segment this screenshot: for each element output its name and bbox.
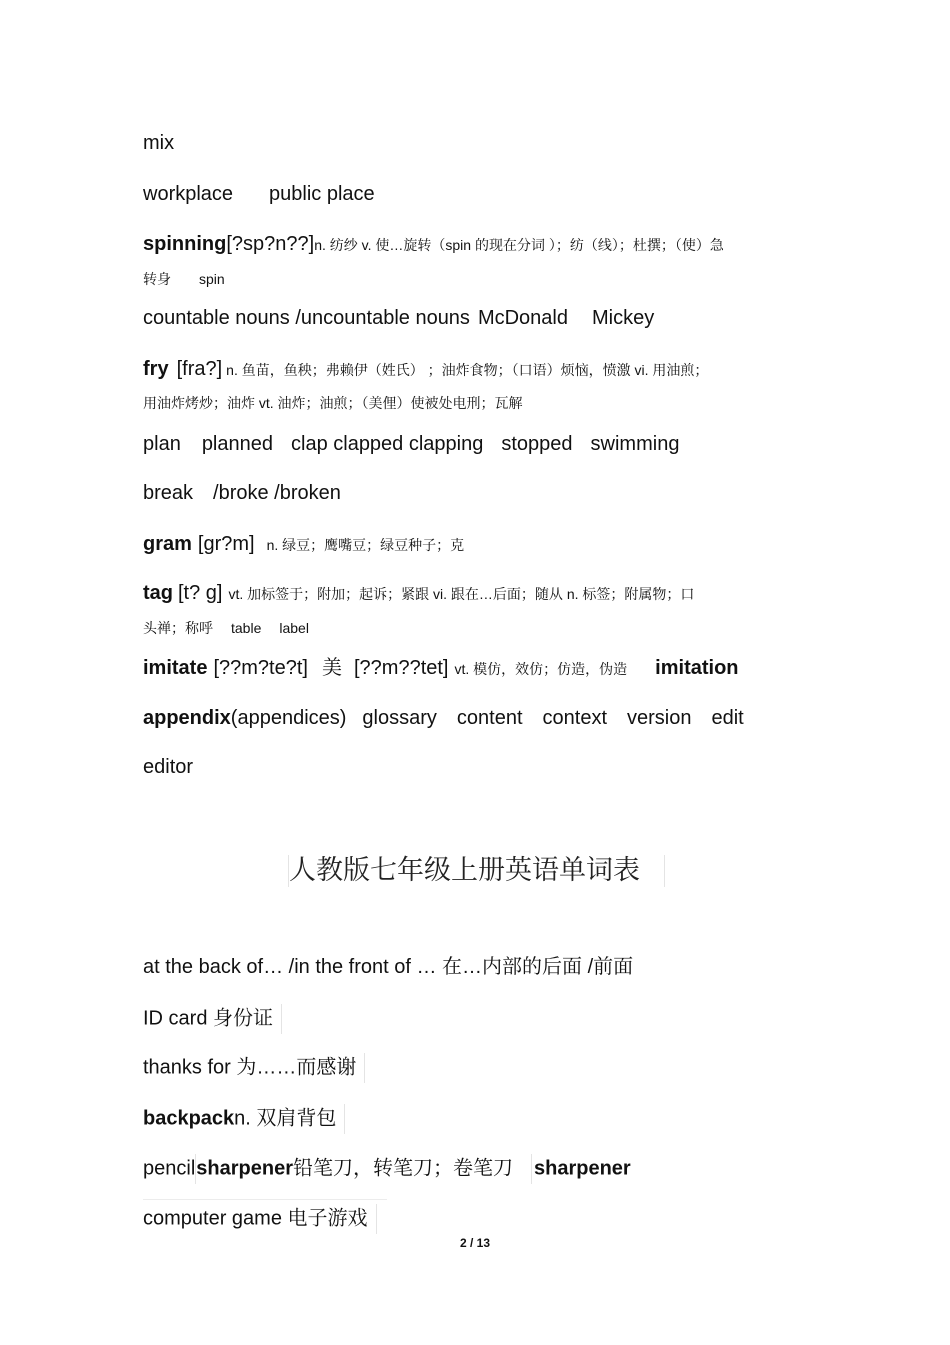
line-nouns — [143, 305, 654, 331]
divider — [531, 1154, 532, 1184]
entry-spinning — [143, 231, 724, 258]
divider — [364, 1053, 365, 1083]
word: edit — [711, 707, 744, 729]
definition: n. 纺纱 v. 使…旋转（spin 的现在分词 ）；纺（线）；杜撰；（使）急 — [314, 237, 724, 253]
word: pencil — [143, 1157, 196, 1180]
headword: appendix — [143, 707, 231, 729]
headword: sharpener — [196, 1157, 293, 1180]
line-break — [143, 480, 341, 506]
entry-gram — [143, 531, 464, 558]
vocab-text: ID card 身份证 — [143, 1007, 274, 1030]
definition: n. 绿豆；鹰嘴豆；绿豆种子；克 — [266, 537, 465, 553]
word: planned — [201, 433, 273, 455]
definition-cont: 头禅；称呼 — [143, 620, 213, 636]
word: stopped — [501, 433, 573, 455]
phonetic: [t? g] — [178, 582, 223, 604]
line-appendix — [143, 705, 744, 731]
vocab-text: at the back of… /in the front of … 在…内部的后面 /前面 — [143, 956, 634, 978]
vocab-sharpener — [143, 1154, 631, 1184]
divider — [281, 1004, 282, 1034]
vocab-thanks-for — [143, 1053, 365, 1083]
phonetic: [??m?te?t] — [213, 657, 308, 679]
section-title: 人教版七年级上册英语单词表 — [288, 855, 665, 887]
word: version — [627, 707, 692, 729]
vocab-computer-game — [143, 1204, 377, 1234]
word: context — [542, 707, 607, 729]
phonetic: [fra?] — [176, 358, 223, 380]
definition: 铅笔刀，转笔刀；卷笔刀 — [292, 1157, 513, 1180]
entry-fry — [143, 356, 708, 383]
headword: gram — [143, 533, 192, 555]
word: Mickey — [591, 307, 655, 329]
us-label: 美 — [321, 657, 342, 679]
word: swimming — [590, 433, 680, 455]
headword: imitation — [655, 657, 739, 679]
vocab-text: thanks for 为……而感谢 — [143, 1056, 357, 1079]
word: (appendices) — [230, 707, 347, 729]
word: public place — [269, 183, 375, 205]
page-number: 2 / 13 — [459, 1236, 491, 1250]
word: break — [143, 482, 194, 504]
word: table — [231, 620, 262, 636]
word: editor — [143, 756, 194, 778]
headword: spinning — [143, 233, 227, 255]
word: clap clapped clapping — [291, 433, 484, 455]
vocab-backpack — [143, 1104, 345, 1134]
line-workplace — [143, 181, 375, 207]
headword: backpack — [143, 1107, 235, 1130]
entry-imitate — [143, 655, 739, 682]
vocab-back-front — [143, 954, 633, 980]
rule — [143, 1199, 387, 1200]
word: label — [279, 620, 309, 636]
word: plan — [143, 433, 181, 455]
entry-tag — [143, 580, 694, 607]
word: countable nouns /uncountable nouns — [143, 307, 470, 329]
definition-cont: 用油炸烤炒；油炸 vt. 油炸；油煎；（美俚）使被处电刑；瓦解 — [143, 395, 523, 411]
definition-cont: 转身 — [143, 271, 171, 287]
line-mix — [143, 130, 174, 156]
headword: imitate — [143, 657, 208, 679]
word: /broke /broken — [213, 482, 341, 504]
vocab-id-card — [143, 1004, 282, 1034]
entry-fry-cont — [143, 390, 523, 416]
definition: n. 双肩背包 — [234, 1107, 337, 1130]
vocab-text: computer game 电子游戏 — [143, 1207, 368, 1230]
word: spin — [199, 271, 225, 287]
word: content — [456, 707, 523, 729]
word: glossary — [362, 707, 437, 729]
divider — [344, 1104, 345, 1134]
definition: vt. 模仿，效仿；仿造，伪造 — [454, 661, 628, 677]
word: mix — [143, 132, 175, 154]
word: McDonald — [477, 307, 568, 329]
definition: n. 鱼苗，鱼秧；弗赖伊（姓氏） ；油炸食物；（口语）烦恼，愤激 vi. 用油煎； — [226, 362, 709, 378]
phonetic-us: [??m??tet] — [353, 657, 449, 679]
headword: sharpener — [533, 1157, 631, 1180]
line-editor — [143, 754, 193, 780]
divider — [376, 1204, 377, 1234]
definition: vt. 加标签于；附加；起诉；紧跟 vi. 跟在…后面；随从 n. 标签；附属物；口 — [228, 586, 695, 602]
word: workplace — [143, 183, 234, 205]
entry-spinning-cont — [143, 266, 225, 292]
headword: tag — [143, 582, 173, 604]
phonetic: [gr?m] — [197, 533, 255, 555]
phonetic: [?sp?n??] — [226, 233, 315, 255]
headword: fry — [143, 358, 169, 380]
line-plan — [143, 431, 679, 457]
entry-tag-cont — [143, 615, 309, 641]
